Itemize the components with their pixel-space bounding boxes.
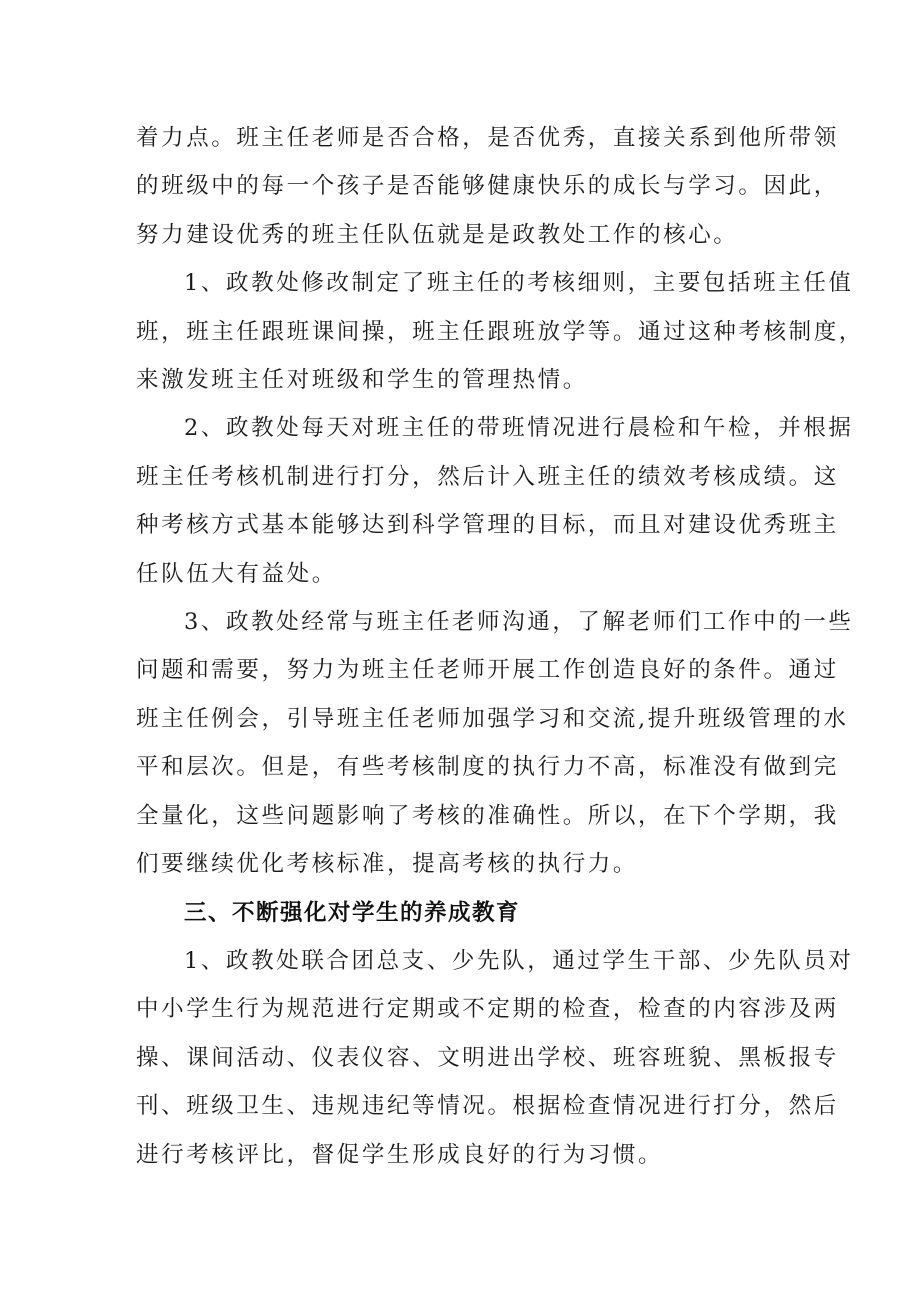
text-line: 平和层次。但是，有些考核制度的执行力不高，标准没有做到完: [136, 754, 839, 781]
text-line: 1、政教处修改制定了班主任的考核细则，主要包括班主任值: [184, 270, 854, 297]
paragraph-item-1: [136, 259, 864, 404]
text-line: 班主任考核机制进行打分，然后计入班主任的绩效考核成绩。这: [136, 463, 839, 490]
text-line: 任队伍大有益处。: [136, 560, 337, 587]
paragraph-item-2: [136, 404, 854, 598]
text-line: 种考核方式基本能够达到科学管理的目标，而且对建设优秀班主: [136, 512, 839, 539]
text-line: 3、政教处经常与班主任老师沟通，了解老师们工作中的一些: [184, 609, 854, 636]
text-line: 努力建设优秀的班主任队伍就是是政教处工作的核心。: [136, 221, 739, 248]
paragraph-item-3: [136, 598, 854, 888]
text-line: 来激发班主任对班级和学生的管理热情。: [136, 367, 588, 394]
text-line: 全量化，这些问题影响了考核的准确性。所以，在下个学期，我: [136, 802, 839, 829]
paragraph-section3-item-1: [136, 937, 854, 1179]
text-line: 们要继续优化考核标准，提高考核的执行力。: [136, 851, 639, 878]
document-body: [136, 114, 864, 1179]
text-line: 中小学生行为规范进行定期或不定期的检查，检查的内容涉及两: [136, 996, 839, 1023]
text-line: 2、政教处每天对班主任的带班情况进行晨检和午检，并根据: [184, 415, 854, 442]
text-line: 刊、班级卫生、违规违纪等情况。根据检查情况进行打分，然后: [136, 1093, 839, 1120]
text-line: 进行考核评比，督促学生形成良好的行为习惯。: [136, 1141, 664, 1168]
text-line: 班主任例会，引导班主任老师加强学习和交流,提升班级管理的水: [136, 705, 849, 732]
text-line: 的班级中的每一个孩子是否能够健康快乐的成长与学习。因此，: [136, 173, 839, 200]
paragraph-intro: [136, 114, 839, 259]
text-line: 班，班主任跟班课间操，班主任跟班放学等。通过这种考核制度，: [136, 318, 864, 345]
section-heading: 三、不断强化对学生的养成教育: [184, 899, 521, 926]
text-line: 1、政教处联合团总支、少先队，通过学生干部、少先队员对: [184, 947, 854, 974]
text-line: 着力点。班主任老师是否合格，是否优秀，直接关系到他所带领: [136, 125, 839, 151]
text-line: 问题和需要，努力为班主任老师开展工作创造良好的条件。通过: [136, 657, 839, 684]
text-line: 操、课间活动、仪表仪容、文明进出学校、班容班貌、黑板报专: [136, 1044, 839, 1071]
